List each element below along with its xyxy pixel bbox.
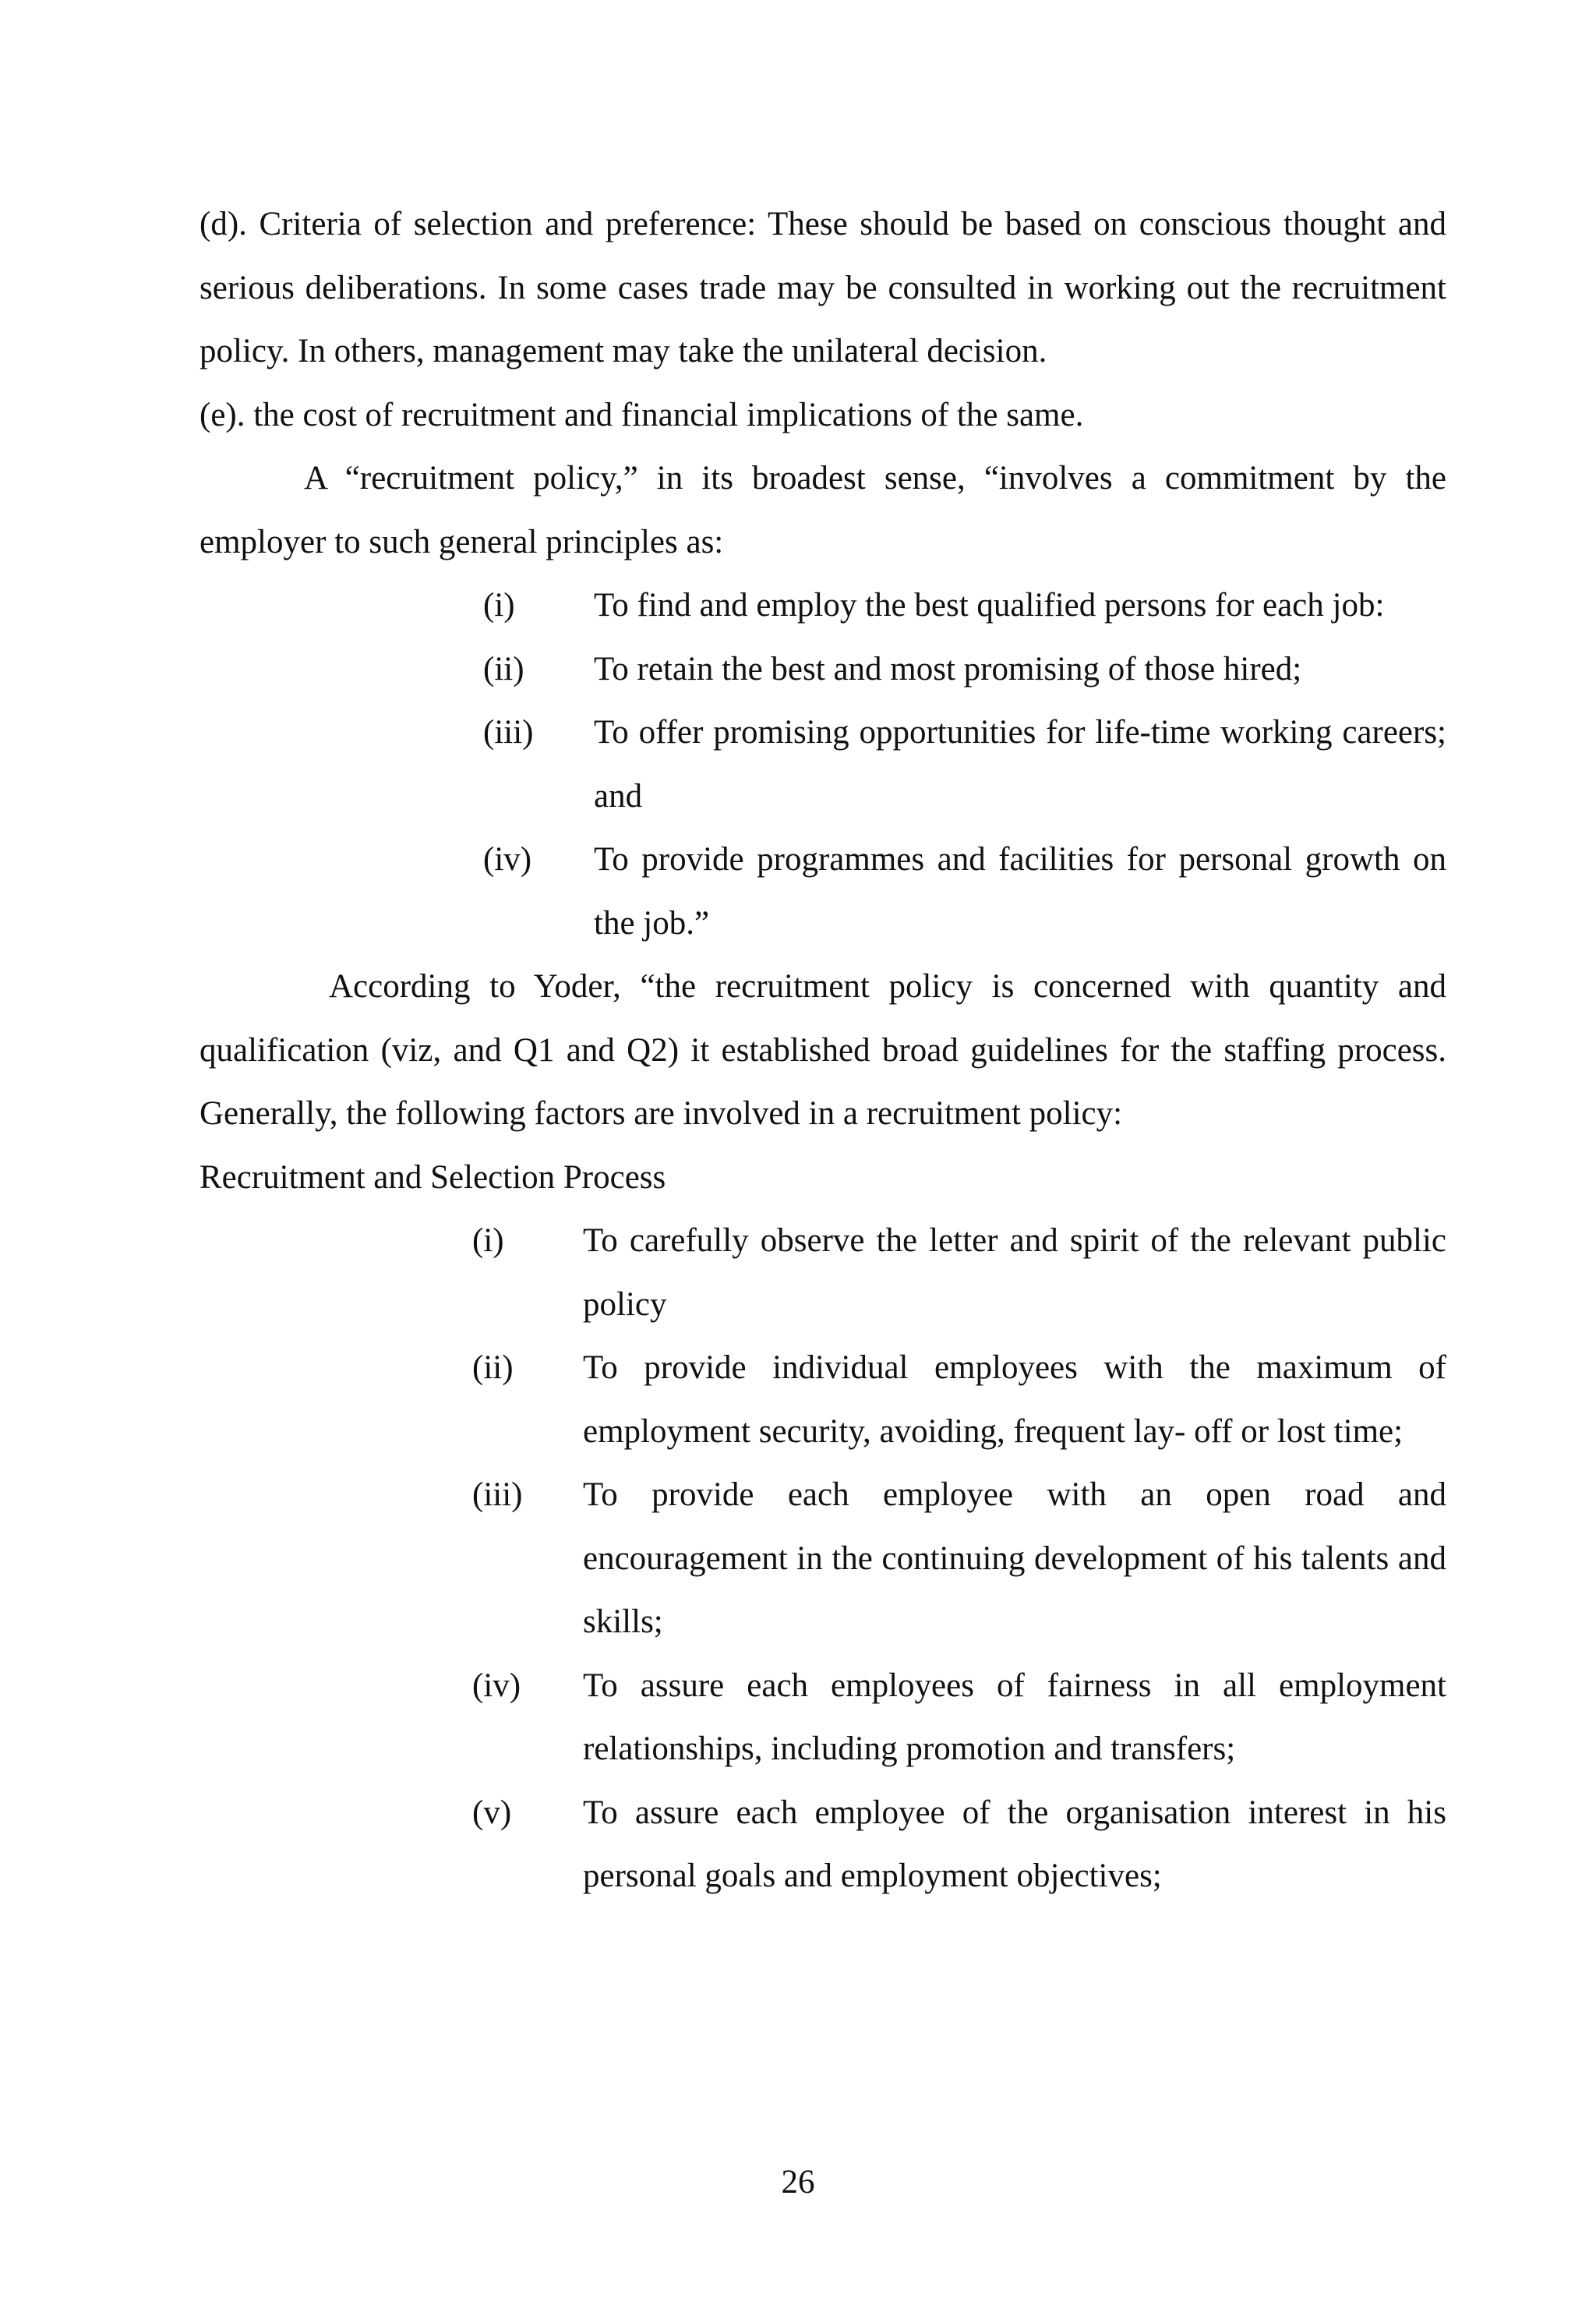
list-item-text: To provide each employee with an open road and encouragement in the continuing development of his talents and skills; bbox=[583, 1476, 1446, 1640]
page-number: 26 bbox=[781, 2164, 815, 2201]
list-item-number: (ii) bbox=[472, 1349, 514, 1386]
list-item-number: (iii) bbox=[483, 714, 534, 751]
list-item-text: To provide programmes and facilities for personal growth on the job.” bbox=[594, 841, 1446, 942]
list-item-text: To find and employ the best qualified persons for each job: bbox=[594, 587, 1385, 624]
list-item-number: (iii) bbox=[472, 1476, 523, 1513]
list-item-text: To offer promising opportunities for life-time working careers; and bbox=[594, 714, 1446, 815]
list-item-number: (i) bbox=[483, 587, 515, 624]
list-item-number: (ii) bbox=[483, 650, 524, 688]
list-item-text: To provide individual employees with the maximum of employment security, avoiding, frequent lay- off or lost time; bbox=[583, 1349, 1446, 1450]
list-item-text: To retain the best and most promising of those hired; bbox=[594, 650, 1302, 688]
list-item bbox=[472, 1336, 1446, 1463]
list-item bbox=[483, 828, 1446, 955]
list-item-number: (iv) bbox=[483, 841, 532, 878]
list-item-text: To assure each employees of fairness in all employment relationships, including promotion and transfers; bbox=[583, 1667, 1446, 1767]
list-item bbox=[483, 638, 1446, 702]
list-item bbox=[472, 1654, 1446, 1781]
paragraph-recruitment-policy-intro: A “recruitment policy,” in its broadest sense, “involves a commitment by the employer to such general principles as: bbox=[200, 460, 1446, 560]
list-item-text: To carefully observe the letter and spirit of the relevant public policy bbox=[583, 1222, 1446, 1323]
paragraph-cost-of-recruitment: (e). the cost of recruitment and financial implications of the same. bbox=[200, 396, 1084, 433]
section-heading: Recruitment and Selection Process bbox=[200, 1158, 666, 1196]
list-general-principles bbox=[483, 574, 1446, 955]
list-item-number: (i) bbox=[472, 1222, 504, 1259]
list-item-number: (iv) bbox=[472, 1667, 521, 1704]
paragraph-criteria-of-selection: (d). Criteria of selection and preference: These should be based on conscious thought and serious deliberations. In some cases trade may be consulted in working out the recruitment policy. In others, management may take the unilateral decision. bbox=[200, 206, 1446, 369]
list-item-text: To assure each employee of the organisation interest in his personal goals and employment objectives; bbox=[583, 1794, 1446, 1894]
list-recruitment-policy-factors bbox=[472, 1209, 1446, 1908]
list-item bbox=[483, 701, 1446, 828]
list-item-number: (v) bbox=[472, 1794, 512, 1831]
list-item bbox=[472, 1463, 1446, 1654]
page-body bbox=[200, 193, 1446, 1908]
list-item bbox=[472, 1781, 1446, 1908]
list-item bbox=[483, 574, 1446, 638]
list-item bbox=[472, 1209, 1446, 1336]
paragraph-yoder-quote: According to Yoder, “the recruitment policy is concerned with quantity and qualification (viz, and Q1 and Q2) it established broad guidelines for the staffing process. Generally, the following factors are involved in a recruitment policy: bbox=[200, 968, 1446, 1132]
